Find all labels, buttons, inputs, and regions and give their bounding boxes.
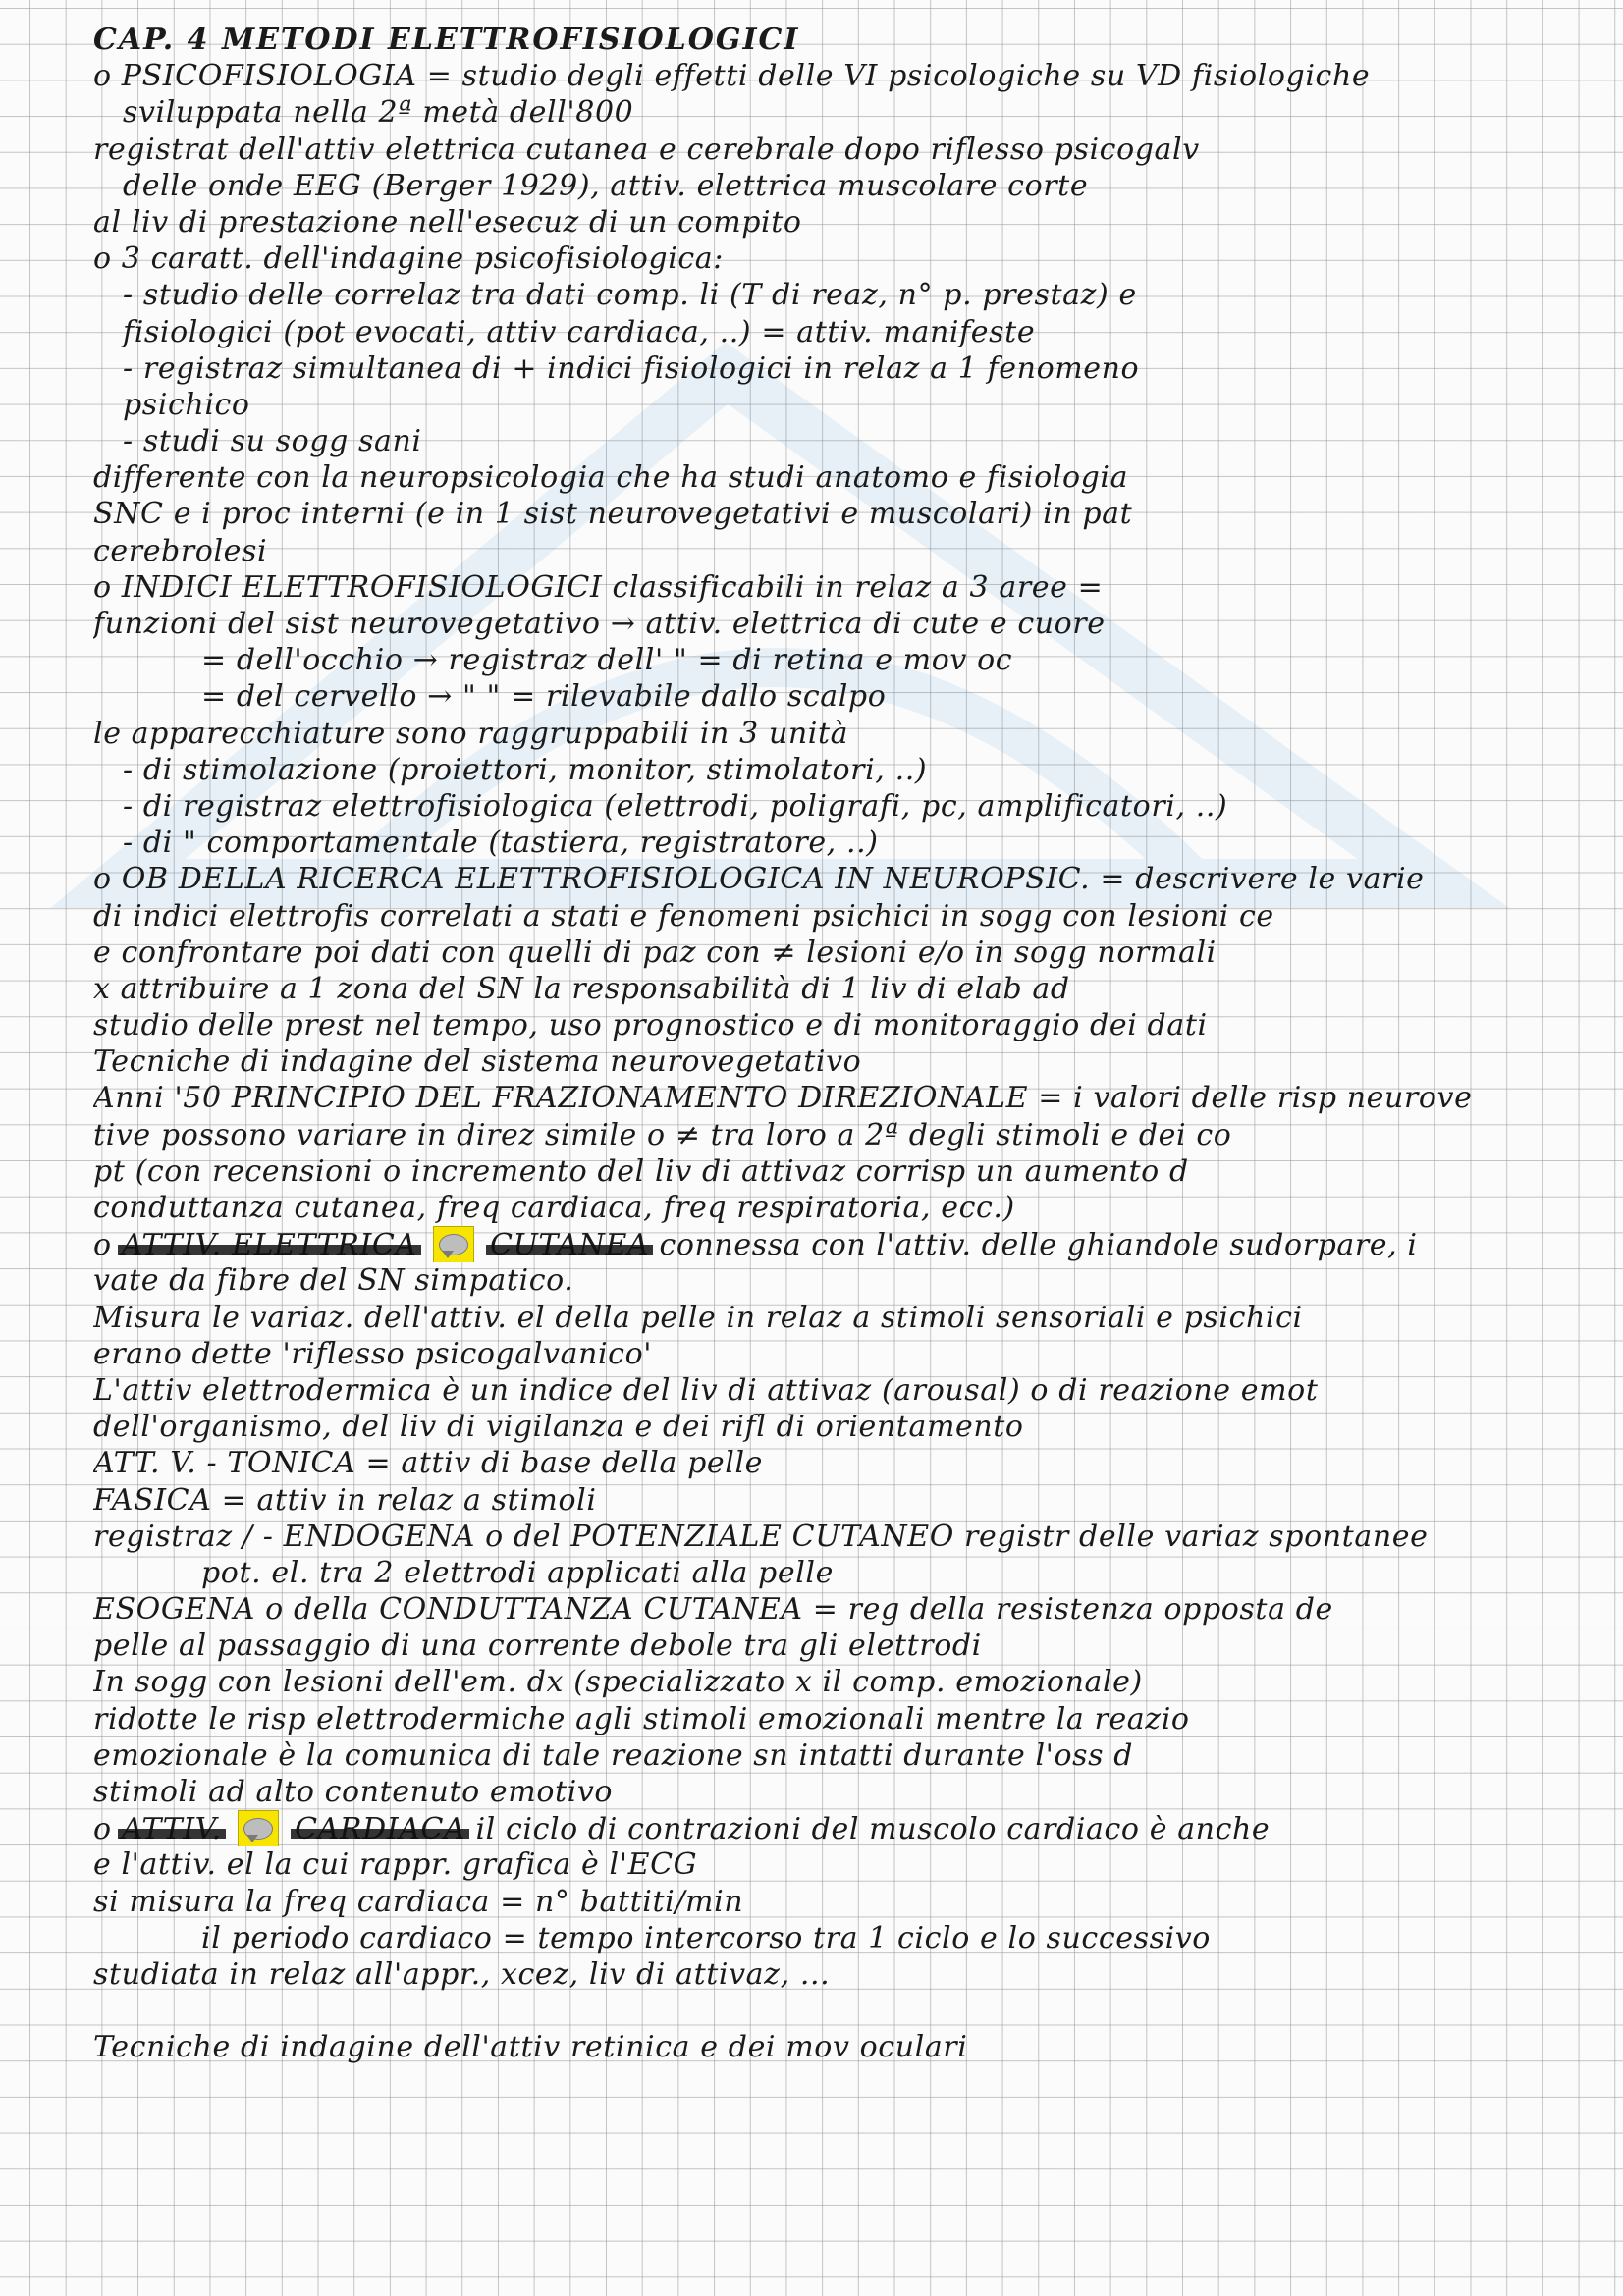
note-line: emozionale è la comunica di tale reazione sn intatti durante l'oss d [93,1737,1134,1773]
comment-note-icon[interactable] [238,1810,279,1846]
note-line: o 3 caratt. dell'indagine psicofisiologica: [93,241,724,277]
note-line: conduttanza cutanea, freq cardiaca, freq respiratoria, ecc.) [93,1191,1015,1225]
note-line: pot. el. tra 2 elettrodi applicati alla pelle [201,1555,834,1590]
struck-text [295,1812,465,1846]
note-line: - di stimolazione (proiettori, monitor, stimolatori, ..) [123,752,928,787]
note-line: al liv di prestazione nell'esecuz di un compito [93,204,802,240]
bullet: o [93,1812,112,1847]
note-line: erano dette 'riflesso psicogalvanico' [93,1336,653,1371]
note-line: pt (con recensioni o incremento del liv di attivaz corrisp un aumento d [93,1153,1189,1189]
note-line [93,1810,1605,1846]
note-line: Misura le variaz. dell'attiv. el della pelle in relaz a stimoli sensoriali e psichici [93,1300,1303,1335]
note-text: il ciclo di contrazioni del muscolo cardiaco è anche [475,1812,1271,1847]
chapter-title: CAP. 4 METODI ELETTROFISIOLOGICI [93,23,800,57]
note-line: - studi su sogg sani [123,424,422,459]
note-line: o OB DELLA RICERCA ELETTROFISIOLOGICA IN NEUROPSIC. = descrivere le varie [93,862,1425,897]
note-line: si misura la freq cardiaca = n° battiti/min [93,1884,744,1919]
note-line: L'attiv elettrodermica è un indice del liv di attivaz (arousal) o di reazione emot [93,1372,1319,1408]
note-line: le apparecchiature sono raggruppabili in 3 unità [93,716,849,751]
note-line: studiata in relaz all'appr., xcez, liv di attivaz, ... [93,1956,831,1992]
note-line: dell'organismo, del liv di vigilanza e dei rifl di orientamento [93,1410,1024,1445]
note-line: - di registraz elettrofisiologica (elettrodi, poligrafi, pc, amplificatori, ..) [123,788,1228,824]
note-line: ESOGENA o della CONDUTTANZA CUTANEA = reg della resistenza opposta de [93,1592,1333,1628]
note-line: e confrontare poi dati con quelli di paz con ≠ lesioni e/o in sogg normali [93,934,1217,970]
note-line: pelle al passaggio di una corrente debole tra gli elettrodi [93,1629,982,1664]
note-line: stimoli ad alto contenuto emotivo [93,1775,614,1809]
handwritten-notes [93,22,1605,2065]
struck-text [490,1228,649,1262]
note-line: registrat dell'attiv elettrica cutanea e cerebrale dopo riflesso psicogalv [93,132,1200,167]
note-line: ATT. V. - TONICA = attiv di base della pelle [93,1446,764,1481]
note-line: psichico [123,387,250,422]
note-line: ridotte le risp elettrodermiche agli stimoli emozionali mentre la reazio [93,1701,1190,1736]
note-line: x attribuire a 1 zona del SN la responsabilità di 1 liv di elab ad [93,971,1070,1006]
blank-line [93,1993,1605,2029]
strike-mark [291,1829,469,1839]
note-line [93,1226,1605,1262]
note-line: In sogg con lesioni dell'em. dx (specializzato x il comp. emozionale) [93,1665,1143,1700]
note-line: vate da fibre del SN simpatico. [93,1263,574,1299]
note-line: SNC e i proc interni (e in 1 sist neurovegetativi e muscolari) in pat [93,497,1133,532]
note-line: delle onde EEG (Berger 1929), attiv. elettrica muscolare corte [123,168,1089,203]
strike-mark [118,1829,226,1839]
note-line: registraz / - ENDOGENA o del POTENZIALE CUTANEO registr delle variaz spontanee [93,1519,1429,1554]
comment-note-icon[interactable] [433,1226,474,1262]
note-line: funzioni del sist neurovegetativo → attiv. elettrica di cute e cuore [93,607,1106,641]
note-line: - di " comportamentale (tastiera, registratore, ..) [123,826,879,861]
note-line: Tecniche di indagine dell'attiv retinica e dei mov oculari [93,2030,968,2065]
note-line: il periodo cardiaco = tempo intercorso tra 1 ciclo e lo successivo [201,1920,1211,1955]
note-line: = dell'occhio → registraz dell' " = di retina e mov oc [201,643,1013,678]
note-line: differente con la neuropsicologia che ha studi anatomo e fisiologia [93,460,1129,496]
struck-text [122,1812,222,1846]
note-line: - studio delle correlaz tra dati comp. li (T di reaz, n° p. prestaz) e [123,278,1137,313]
note-line: = del cervello → " " = rilevabile dallo scalpo [201,679,887,715]
note-line: FASICA = attiv in relaz a stimoli [93,1482,597,1518]
note-line: tive possono variare in direz simile o ≠ tra loro a 2ª degli stimoli e dei co [93,1117,1232,1152]
note-line: fisiologici (pot evocati, attiv cardiaca, ..) = attiv. manifeste [123,314,1036,349]
struck-text [122,1228,417,1262]
note-line: di indici elettrofis correlati a stati e fenomeni psichici in sogg con lesioni ce [93,898,1274,934]
strike-mark [118,1245,421,1255]
note-line: cerebrolesi [93,533,268,568]
note-line: sviluppata nella 2ª metà dell'800 [123,95,634,131]
note-line: studio delle prest nel tempo, uso prognostico e di monitoraggio dei dati [93,1008,1208,1043]
note-line: Anni '50 PRINCIPIO DEL FRAZIONAMENTO DIREZIONALE = i valori delle risp neurove [93,1081,1473,1116]
note-text: connessa con l'attiv. delle ghiandole sudorpare, i [659,1228,1418,1263]
strike-mark [486,1245,653,1255]
bullet: o [93,1228,112,1263]
note-line: o PSICOFISIOLOGIA = studio degli effetti delle VI psicologiche su VD fisiologiche [93,59,1371,94]
note-line: Tecniche di indagine del sistema neurovegetativo [93,1044,862,1080]
note-line: o INDICI ELETTROFISIOLOGICI classificabili in relaz a 3 aree = [93,569,1104,605]
note-line: - registraz simultanea di + indici fisiologici in relaz a 1 fenomeno [123,350,1140,386]
note-line: e l'attiv. el la cui rappr. grafica è l'ECG [93,1847,698,1883]
